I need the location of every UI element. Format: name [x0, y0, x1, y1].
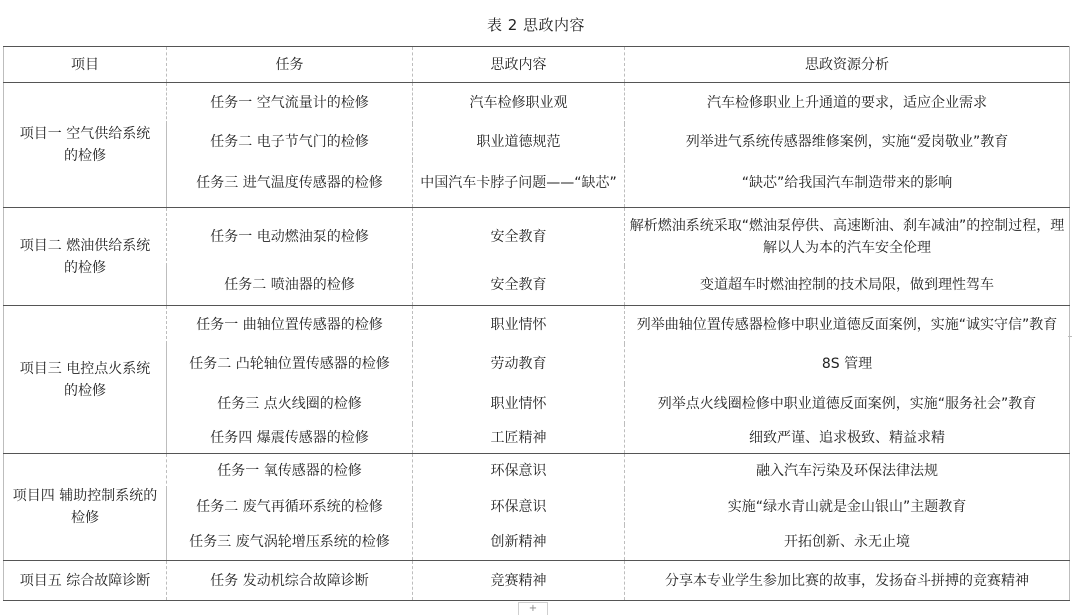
content-cell: 职业道德规范: [413, 124, 625, 160]
project-cell: 项目四 辅助控制系统的检修: [4, 454, 167, 561]
task-cell: 任务三 点火线圈的检修: [167, 384, 413, 424]
task-cell: 任务四 爆震传感器的检修: [167, 424, 413, 454]
header-analysis: 思政资源分析: [625, 47, 1070, 83]
table-row: [4, 208, 1070, 266]
analysis-cell: 变道超车时燃油控制的技术局限，做到理性驾车: [625, 266, 1070, 306]
header-row: [4, 47, 1070, 83]
task-cell: 任务 发动机综合故障诊断: [167, 561, 413, 601]
content-cell: 环保意识: [413, 454, 625, 489]
analysis-cell: 融入汽车污染及环保法律法规: [625, 454, 1070, 489]
project-cell: 项目五 综合故障诊断: [4, 561, 167, 601]
analysis-cell: 列举进气系统传感器维修案例，实施“爱岗敬业”教育: [625, 124, 1070, 160]
task-cell: 任务二 电子节气门的检修: [167, 124, 413, 160]
task-cell: 任务三 进气温度传感器的检修: [167, 160, 413, 208]
task-cell: 任务二 凸轮轴位置传感器的检修: [167, 344, 413, 384]
content-cell: 创新精神: [413, 525, 625, 561]
analysis-cell: “缺芯”给我国汽车制造带来的影响: [625, 160, 1070, 208]
table-row: [4, 306, 1070, 344]
row-marker: [1068, 336, 1072, 337]
task-cell: 任务三 废气涡轮增压系统的检修: [167, 525, 413, 561]
project-cell: 项目一 空气供给系统的检修: [4, 83, 167, 208]
table-row: [4, 454, 1070, 489]
analysis-cell: 汽车检修职业上升通道的要求，适应企业需求: [625, 83, 1070, 124]
content-cell: 职业情怀: [413, 306, 625, 344]
table-row: [4, 83, 1070, 124]
content-cell: 汽车检修职业观: [413, 83, 625, 124]
content-cell: 劳动教育: [413, 344, 625, 384]
content-cell: 安全教育: [413, 266, 625, 306]
content-cell: 职业情怀: [413, 384, 625, 424]
analysis-cell: 8S 管理: [625, 344, 1070, 384]
analysis-cell: 细致严谨、追求极致、精益求精: [625, 424, 1070, 454]
task-cell: 任务二 喷油器的检修: [167, 266, 413, 306]
task-cell: 任务一 空气流量计的检修: [167, 83, 413, 124]
table-row: [4, 561, 1070, 601]
content-cell: 竞赛精神: [413, 561, 625, 601]
task-cell: 任务一 曲轴位置传感器的检修: [167, 306, 413, 344]
task-cell: 任务一 氧传感器的检修: [167, 454, 413, 489]
analysis-cell: 解析燃油系统采取“燃油泵停供、高速断油、刹车减油”的控制过程，理解以人为本的汽车安全伦理: [625, 208, 1070, 266]
header-project: 项目: [4, 47, 167, 83]
project-cell: 项目二 燃油供给系统的检修: [4, 208, 167, 306]
analysis-cell: 实施“绿水青山就是金山银山”主题教育: [625, 489, 1070, 525]
analysis-cell: 开拓创新、永无止境: [625, 525, 1070, 561]
table-caption: 表 2 思政内容: [486, 16, 586, 34]
analysis-cell: 列举点火线圈检修中职业道德反面案例，实施“服务社会”教育: [625, 384, 1070, 424]
table-resize-handle[interactable]: +: [518, 602, 548, 615]
task-cell: 任务二 废气再循环系统的检修: [167, 489, 413, 525]
content-cell: 中国汽车卡脖子问题——“缺芯”: [413, 160, 625, 208]
header-content: 思政内容: [413, 47, 625, 83]
task-cell: 任务一 电动燃油泵的检修: [167, 208, 413, 266]
analysis-cell: 列举曲轴位置传感器检修中职业道德反面案例，实施“诚实守信”教育: [625, 306, 1070, 344]
content-cell: 安全教育: [413, 208, 625, 266]
analysis-cell: 分享本专业学生参加比赛的故事，发扬奋斗拼搏的竞赛精神: [625, 561, 1070, 601]
content-cell: 环保意识: [413, 489, 625, 525]
ideology-content-table: [3, 46, 1070, 601]
project-cell: 项目三 电控点火系统的检修: [4, 306, 167, 454]
header-task: 任务: [167, 47, 413, 83]
content-cell: 工匠精神: [413, 424, 625, 454]
